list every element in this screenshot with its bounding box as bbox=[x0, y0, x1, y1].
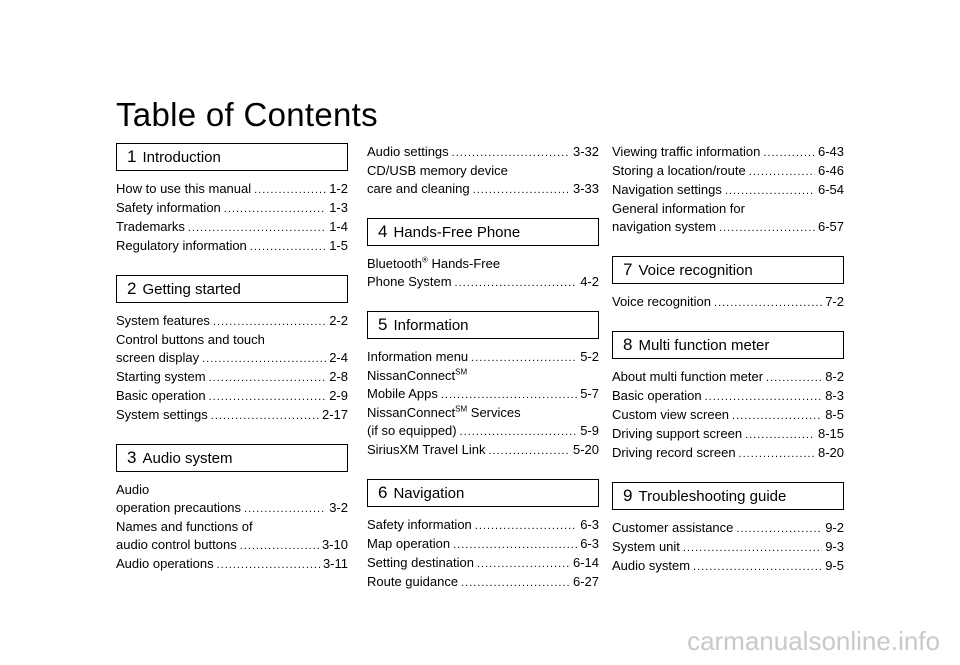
toc-entry-text: System unit bbox=[612, 539, 680, 554]
dot-leader bbox=[244, 500, 326, 518]
toc-column-3 bbox=[612, 143, 844, 576]
toc-entry-text-line: NissanConnect℠ Services bbox=[367, 404, 521, 420]
dot-leader bbox=[475, 517, 577, 535]
dot-leader bbox=[461, 574, 570, 592]
toc-entry-line bbox=[116, 237, 348, 256]
toc-entry-text: Setting destination bbox=[367, 555, 474, 570]
section-spacer bbox=[116, 472, 348, 481]
toc-entry-page: 3-11 bbox=[322, 556, 348, 571]
toc-entry-text: Map operation bbox=[367, 536, 451, 551]
toc-entry-line bbox=[116, 199, 348, 218]
section-heading-4[interactable] bbox=[367, 218, 599, 246]
toc-entry-page: 6-57 bbox=[817, 219, 844, 234]
toc-entry-page: 4-2 bbox=[580, 274, 599, 289]
toc-entry-page: 8-3 bbox=[825, 388, 844, 403]
toc-entry-page: 5-7 bbox=[580, 386, 599, 401]
dot-leader bbox=[224, 200, 326, 218]
toc-entry[interactable] bbox=[116, 555, 348, 574]
toc-entry-page: 8-5 bbox=[825, 407, 844, 422]
dot-leader bbox=[471, 349, 577, 367]
section-label: Getting started bbox=[142, 280, 241, 298]
toc-entry-line bbox=[612, 143, 844, 162]
section-heading-8[interactable] bbox=[612, 331, 844, 359]
toc-entry-text: Viewing traffic information bbox=[612, 144, 761, 159]
section-heading-5[interactable] bbox=[367, 311, 599, 339]
toc-entry-text: Audio system bbox=[612, 558, 691, 573]
dot-leader bbox=[732, 407, 822, 425]
toc-entry-line bbox=[116, 387, 348, 406]
toc-entry-page: 1-3 bbox=[329, 200, 348, 215]
toc-entry-text: How to use this manual bbox=[116, 181, 252, 196]
section-spacer bbox=[367, 339, 599, 348]
toc-entry-text-line: Bluetooth® Hands-Free bbox=[367, 255, 501, 271]
dot-leader bbox=[725, 182, 815, 200]
toc-entry[interactable] bbox=[367, 535, 599, 554]
toc-entry-line bbox=[612, 406, 844, 425]
toc-entry-text: Audio settings bbox=[367, 144, 449, 159]
toc-entry-page: 3-2 bbox=[329, 500, 348, 515]
toc-entry-page: 1-2 bbox=[329, 181, 348, 196]
toc-entry-line bbox=[612, 162, 844, 181]
toc-entry-line bbox=[116, 218, 348, 237]
toc-entry[interactable] bbox=[367, 554, 599, 573]
toc-entry-line bbox=[367, 180, 599, 199]
watermark: carmanualsonline.info bbox=[687, 626, 940, 656]
toc-entry-line bbox=[367, 143, 599, 162]
toc-entry[interactable] bbox=[612, 181, 844, 200]
toc-entry-line bbox=[367, 573, 599, 592]
toc-entry[interactable] bbox=[116, 312, 348, 331]
dot-leader bbox=[455, 274, 578, 292]
toc-entry-line bbox=[367, 441, 599, 460]
section-number: 4 bbox=[378, 222, 388, 241]
toc-entry-line bbox=[116, 312, 348, 331]
toc-entry[interactable] bbox=[116, 331, 348, 368]
toc-entry-text-line: NissanConnect℠ bbox=[367, 367, 468, 383]
dot-leader bbox=[250, 238, 326, 256]
section-number: 7 bbox=[623, 260, 633, 279]
toc-entry-text: Basic operation bbox=[116, 388, 206, 403]
toc-entry-page: 2-9 bbox=[329, 388, 348, 403]
toc-entry[interactable] bbox=[612, 444, 844, 463]
section-label: Navigation bbox=[393, 484, 465, 502]
dot-leader bbox=[693, 558, 822, 576]
toc-entry-text: About multi function meter bbox=[612, 369, 764, 384]
section-label: Audio system bbox=[142, 449, 233, 467]
toc-entry-line bbox=[116, 368, 348, 387]
toc-entry-text: Safety information bbox=[367, 517, 472, 532]
section-spacer bbox=[116, 303, 348, 312]
toc-entry-text-line: CD/USB memory device bbox=[367, 163, 508, 178]
toc-entry-text: SiriusXM Travel Link bbox=[367, 442, 486, 457]
section-label: Troubleshooting guide bbox=[638, 487, 787, 505]
toc-entry-page: 6-3 bbox=[580, 536, 599, 551]
toc-entry[interactable] bbox=[367, 143, 599, 162]
toc-entry-text: Basic operation bbox=[612, 388, 702, 403]
toc-entry-line bbox=[367, 516, 599, 535]
toc-entry-page: 8-15 bbox=[817, 426, 844, 441]
section-heading-2[interactable] bbox=[116, 275, 348, 303]
toc-entry-text: Audio operations bbox=[116, 556, 214, 571]
section-number: 8 bbox=[623, 335, 633, 354]
section-label: Information bbox=[393, 316, 469, 334]
dot-leader bbox=[188, 219, 326, 237]
toc-entry-line bbox=[367, 535, 599, 554]
dot-leader bbox=[460, 423, 578, 441]
toc-entry-line bbox=[612, 181, 844, 200]
toc-entry[interactable] bbox=[612, 200, 844, 237]
toc-entry[interactable] bbox=[116, 368, 348, 387]
toc-entry-text: Mobile Apps bbox=[367, 386, 438, 401]
toc-entry[interactable] bbox=[367, 573, 599, 592]
toc-entry-text: Route guidance bbox=[367, 574, 459, 589]
toc-entry-text: care and cleaning bbox=[367, 181, 470, 196]
toc-entry-page: 2-2 bbox=[329, 313, 348, 328]
toc-entry-line bbox=[116, 555, 348, 574]
toc-entry-page: 8-2 bbox=[825, 369, 844, 384]
dot-leader bbox=[240, 537, 319, 555]
section-spacer bbox=[116, 171, 348, 180]
toc-entry[interactable] bbox=[612, 519, 844, 538]
toc-entry-line bbox=[612, 557, 844, 576]
dot-leader bbox=[452, 144, 570, 162]
toc-entry-page: 5-20 bbox=[572, 442, 599, 457]
toc-entry-text: audio control buttons bbox=[116, 537, 237, 552]
toc-entry[interactable] bbox=[116, 518, 348, 555]
dot-leader bbox=[749, 163, 815, 181]
toc-entry-page: 6-46 bbox=[817, 163, 844, 178]
toc-entry[interactable] bbox=[367, 516, 599, 535]
toc-entry[interactable] bbox=[367, 255, 599, 292]
toc-entry-text: System features bbox=[116, 313, 210, 328]
toc-entry-text-line: Control buttons and touch bbox=[116, 332, 265, 347]
toc-entry-text: Customer assistance bbox=[612, 520, 734, 535]
toc-entry-page: 3-10 bbox=[321, 537, 348, 552]
page-title: Table of Contents bbox=[116, 96, 378, 133]
section-heading-6[interactable] bbox=[367, 479, 599, 507]
section-number: 6 bbox=[378, 483, 388, 502]
dot-leader bbox=[217, 556, 320, 574]
toc-entry-text: Regulatory information bbox=[116, 238, 247, 253]
toc-entry-page: 6-14 bbox=[572, 555, 599, 570]
toc-entry-page: 2-17 bbox=[321, 407, 348, 422]
toc-entry-text: Driving record screen bbox=[612, 445, 736, 460]
toc-entry-line bbox=[367, 422, 599, 441]
toc-entry-line bbox=[116, 499, 348, 518]
toc-entry[interactable] bbox=[116, 481, 348, 518]
toc-entry-text: Phone System bbox=[367, 274, 452, 289]
toc-entry-text: Starting system bbox=[116, 369, 206, 384]
toc-entry-page: 8-20 bbox=[817, 445, 844, 460]
toc-entry-line bbox=[367, 273, 599, 292]
toc-entry-text: Safety information bbox=[116, 200, 221, 215]
toc-entry-line bbox=[612, 425, 844, 444]
dot-leader bbox=[213, 313, 326, 331]
toc-entry-text: navigation system bbox=[612, 219, 717, 234]
section-label: Multi function meter bbox=[638, 336, 770, 354]
toc-entry-page: 1-5 bbox=[329, 238, 348, 253]
section-heading-7[interactable] bbox=[612, 256, 844, 284]
section-heading-9[interactable] bbox=[612, 482, 844, 510]
dot-leader bbox=[488, 442, 569, 460]
toc-entry[interactable] bbox=[116, 180, 348, 199]
dot-leader bbox=[441, 386, 577, 404]
toc-entry-text: Navigation settings bbox=[612, 182, 722, 197]
toc-entry-page: 3-33 bbox=[572, 181, 599, 196]
dot-leader bbox=[705, 388, 823, 406]
section-spacer bbox=[612, 510, 844, 519]
section-number: 1 bbox=[127, 147, 137, 166]
toc-entry-line bbox=[367, 554, 599, 573]
toc-entry-line bbox=[367, 385, 599, 404]
toc-column-1 bbox=[116, 143, 348, 574]
section-heading-3[interactable] bbox=[116, 444, 348, 472]
toc-entry-line bbox=[116, 180, 348, 199]
dot-leader bbox=[745, 426, 815, 444]
toc-entry-page: 6-27 bbox=[572, 574, 599, 589]
dot-leader bbox=[477, 555, 570, 573]
dot-leader bbox=[453, 536, 577, 554]
toc-entry-text: Voice recognition bbox=[612, 294, 712, 309]
toc-entry-line bbox=[612, 218, 844, 237]
toc-entry-text: (if so equipped) bbox=[367, 423, 457, 438]
toc-entry-line bbox=[116, 536, 348, 555]
toc-entry-page: 5-9 bbox=[580, 423, 599, 438]
dot-leader bbox=[211, 407, 319, 425]
section-label: Introduction bbox=[142, 148, 221, 166]
section-spacer bbox=[612, 359, 844, 368]
toc-entry-page: 2-8 bbox=[329, 369, 348, 384]
toc-entry-page: 5-2 bbox=[580, 349, 599, 364]
dot-leader bbox=[736, 520, 822, 538]
toc-entry[interactable] bbox=[367, 367, 599, 404]
toc-entry-page: 9-3 bbox=[825, 539, 844, 554]
dot-leader bbox=[739, 445, 815, 463]
section-label: Hands-Free Phone bbox=[393, 223, 521, 241]
toc-entry[interactable] bbox=[367, 162, 599, 199]
toc-entry[interactable] bbox=[612, 143, 844, 162]
toc-entry-page: 6-3 bbox=[580, 517, 599, 532]
toc-entry-text: Custom view screen bbox=[612, 407, 730, 422]
toc-entry-text: Information menu bbox=[367, 349, 469, 364]
toc-column-2 bbox=[367, 143, 599, 592]
toc-entry-line bbox=[367, 348, 599, 367]
toc-entry-text-line: Audio bbox=[116, 482, 150, 497]
toc-entry-page: 7-2 bbox=[825, 294, 844, 309]
toc-entry-line bbox=[612, 368, 844, 387]
section-heading-1[interactable] bbox=[116, 143, 348, 171]
toc-entry-line bbox=[116, 406, 348, 425]
toc-entry[interactable] bbox=[612, 425, 844, 444]
toc-entry-page: 2-4 bbox=[329, 350, 348, 365]
toc-entry-line bbox=[116, 349, 348, 368]
toc-entry-page: 9-2 bbox=[825, 520, 844, 535]
toc-entry-page: 6-43 bbox=[817, 144, 844, 159]
toc-entry-text-line: General information for bbox=[612, 201, 745, 216]
section-label: Voice recognition bbox=[638, 261, 753, 279]
section-spacer bbox=[367, 246, 599, 255]
section-number: 3 bbox=[127, 448, 137, 467]
dot-leader bbox=[714, 294, 822, 312]
toc-entry[interactable] bbox=[116, 199, 348, 218]
section-spacer bbox=[367, 507, 599, 516]
toc-entry[interactable] bbox=[116, 387, 348, 406]
toc-entry[interactable] bbox=[612, 557, 844, 576]
toc-entry[interactable] bbox=[612, 368, 844, 387]
toc-entry-line bbox=[612, 538, 844, 557]
toc-entry-line bbox=[612, 519, 844, 538]
toc-entry-text: Driving support screen bbox=[612, 426, 743, 441]
toc-entry[interactable] bbox=[116, 218, 348, 237]
toc-entry-page: 1-4 bbox=[329, 219, 348, 234]
toc-entry[interactable] bbox=[116, 406, 348, 425]
dot-leader bbox=[683, 539, 822, 557]
dot-leader bbox=[209, 388, 327, 406]
dot-leader bbox=[766, 369, 822, 387]
toc-entry[interactable] bbox=[612, 387, 844, 406]
dot-leader bbox=[209, 369, 327, 387]
toc-entry-page: 6-54 bbox=[817, 182, 844, 197]
toc-entry[interactable] bbox=[612, 406, 844, 425]
toc-entry-text: operation precautions bbox=[116, 500, 242, 515]
section-number: 2 bbox=[127, 279, 137, 298]
toc-entry-text-line: Names and functions of bbox=[116, 519, 253, 534]
toc-entry[interactable] bbox=[612, 538, 844, 557]
dot-leader bbox=[473, 181, 570, 199]
toc-entry-text: System settings bbox=[116, 407, 208, 422]
dot-leader bbox=[202, 350, 326, 368]
toc-entry-text: Trademarks bbox=[116, 219, 185, 234]
toc-entry-page: 9-5 bbox=[825, 558, 844, 573]
toc-entry[interactable] bbox=[367, 404, 599, 441]
toc-entry-text: screen display bbox=[116, 350, 200, 365]
toc-entry-line bbox=[612, 387, 844, 406]
toc-entry-page: 3-32 bbox=[572, 144, 599, 159]
toc-entry[interactable] bbox=[116, 237, 348, 256]
toc-entry[interactable] bbox=[612, 162, 844, 181]
toc-entry-line bbox=[612, 293, 844, 312]
toc-entry-line bbox=[612, 444, 844, 463]
toc-entry-text: Storing a location/route bbox=[612, 163, 746, 178]
toc-entry[interactable] bbox=[367, 441, 599, 460]
dot-leader bbox=[719, 219, 815, 237]
dot-leader bbox=[763, 144, 815, 162]
dot-leader bbox=[254, 181, 326, 199]
toc-entry[interactable] bbox=[612, 293, 844, 312]
section-number: 9 bbox=[623, 486, 633, 505]
toc-entry[interactable] bbox=[367, 348, 599, 367]
section-spacer bbox=[612, 284, 844, 293]
section-number: 5 bbox=[378, 315, 388, 334]
